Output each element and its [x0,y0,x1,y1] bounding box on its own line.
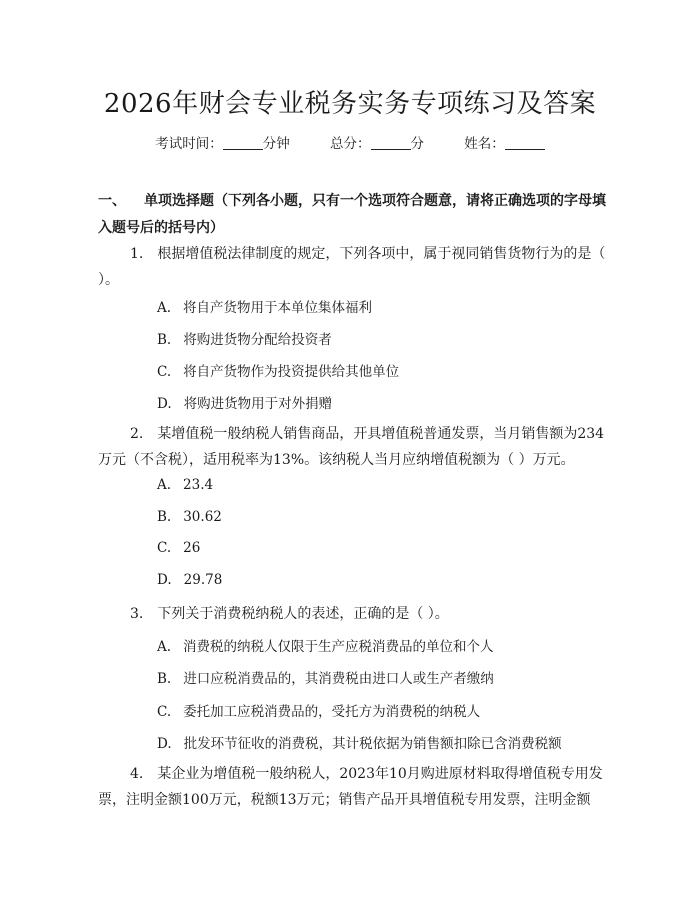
option-2c [157,540,200,556]
score-label: 总分： [330,136,371,152]
option-text: 进口应税消费品的，其消费税由进口人或生产者缴纳 [183,671,494,687]
option-1c [157,360,399,380]
option-label: C. [157,364,172,380]
option-text: 将自产货物作为投资提供给其他单位 [183,364,400,380]
page-title: 2026年财会专业税务实务专项练习及答案 [103,89,597,119]
option-label: B. [157,671,172,687]
name-blank [505,135,545,150]
option-label: C. [157,540,172,556]
option-text: 消费税的纳税人仅限于生产应税消费品的单位和个人 [183,639,494,655]
section-number: 一、 [98,193,126,209]
section-text: 单项选择题（下列各小题，只有一个选项符合题意，请将正确选项的字母填入题号后的括号内） [98,193,606,236]
question-number: 4. [130,766,144,782]
question-1 [98,241,610,293]
time-label: 考试时间： [155,136,223,152]
option-2d [157,572,222,588]
question-text: 某企业为增值税一般纳税人，2023年10月购进原材料取得增值税专用发票，注明金额100万元，税额13万元；销售产品开具增值税专用发票，注明金额 [98,766,603,808]
question-4 [98,761,610,813]
option-label: D. [157,736,172,752]
score-field [330,136,428,152]
question-number: 2. [130,426,144,442]
option-label: C. [157,704,172,720]
option-3b [157,667,494,687]
option-label: D. [157,572,172,588]
time-unit: 分钟 [262,136,290,152]
score-blank [371,135,411,150]
option-text: 26 [183,540,201,556]
option-1b [157,328,332,348]
option-1d [157,392,332,412]
option-label: A. [157,639,172,655]
question-text: 根据增值税法律制度的规定，下列各项中，属于视同销售货物行为的是（ ）。 [98,246,606,288]
option-3a [157,635,494,655]
option-text: 23.4 [183,477,214,493]
option-label: A. [157,477,172,493]
question-3 [98,601,610,627]
time-field [155,136,294,152]
question-number: 1. [130,246,144,262]
option-label: B. [157,332,172,348]
option-label: B. [157,509,172,525]
option-label: D. [157,396,172,412]
name-field [464,136,545,152]
time-blank [223,135,263,150]
option-text: 将购进货物用于对外捐赠 [183,396,333,412]
option-text: 29.78 [183,572,223,588]
option-3c [157,700,480,720]
exam-meta [0,132,700,152]
question-number: 3. [130,606,144,622]
score-unit: 分 [410,136,424,152]
option-label: A. [157,300,172,316]
option-text: 30.62 [183,509,222,525]
name-label: 姓名： [464,136,505,152]
option-2b [157,509,222,525]
question-text: 下列关于消费税纳税人的表述，正确的是（ ）。 [157,606,449,622]
option-2a [157,477,213,493]
option-1a [157,296,372,316]
section-heading [98,188,608,242]
option-text: 将自产货物用于本单位集体福利 [183,300,373,316]
question-2 [98,421,610,473]
question-text: 某增值税一般纳税人销售商品，开具增值税普通发票，当月销售额为234万元（不含税），适用税率为13%。该纳税人当月应纳增值税额为（ ）万元。 [98,426,605,468]
option-text: 将购进货物分配给投资者 [183,332,332,348]
option-text: 批发环节征收的消费税，其计税依据为销售额扣除已含消费税额 [183,736,562,752]
option-text: 委托加工应税消费品的，受托方为消费税的纳税人 [183,704,481,720]
option-3d [157,732,562,752]
